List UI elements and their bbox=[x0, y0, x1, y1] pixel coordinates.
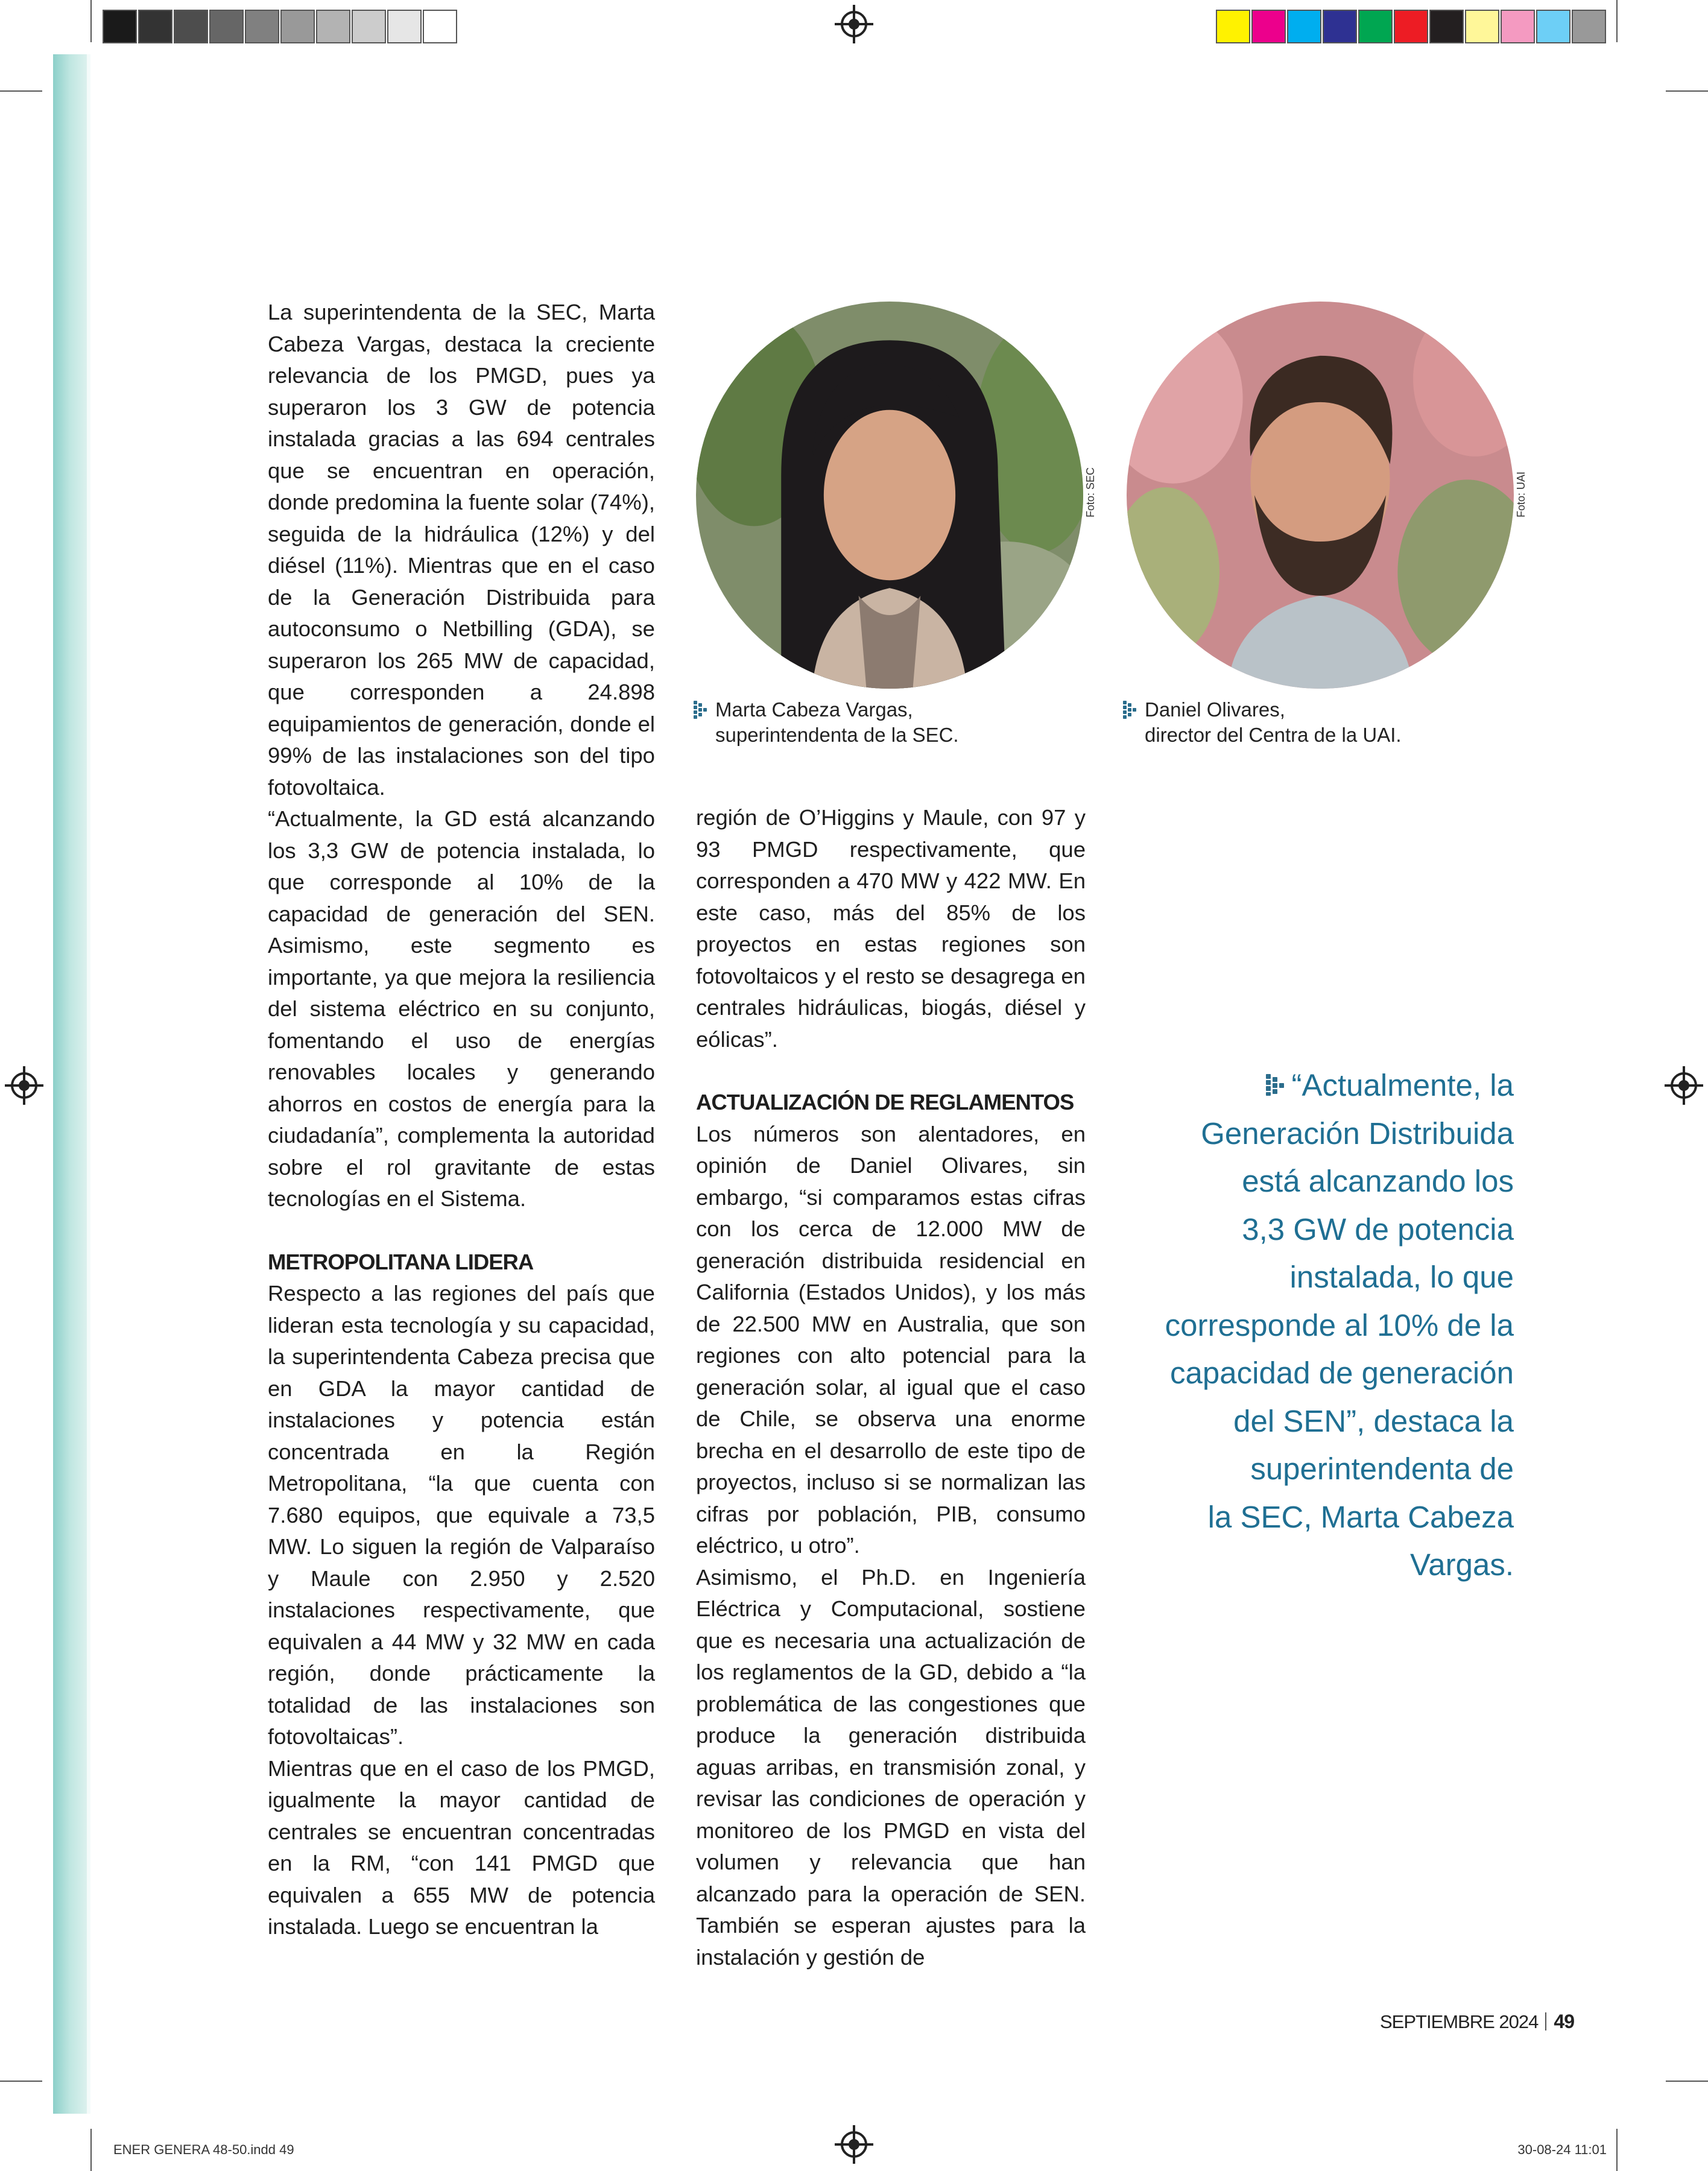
paragraph: “Actualmente, la GD está alcanzando los 3,3 GW de potencia instalada, lo que corresponde al 10% de la capacidad de generación del SEN. Asimismo, este segmento es importante, ya que mejora la resiliencia del sistema eléctrico en su conjunto, fomentando el uso de energías renovables locales y generando ahorros en costos de energía para la ciudadanía”, complementa la autoridad sobre el rol gravitante de estas tecnologías en el Sistema. bbox=[268, 806, 655, 1211]
caption-role: director del Centra de la UAI. bbox=[1145, 724, 1402, 746]
paragraph: La superintendenta de la SEC, Marta Cabeza Vargas, destaca la creciente relevancia de los PMGD, pues ya superaron los 3 GW de potencia instalada gracias a las 694 centrales que se encuentran en operación, donde predomina la fuente solar (74%), seguida de la hidráulica (12%) y del diésel (11%). Mientras que en el caso de la Generación Distribuida para autoconsumo o Netbilling (GDA), se superaron los 265 MW de capacidad, que corresponden a 24.898 equipamientos de generación, donde el 99% de las instalaciones son del tipo fotovoltaica. bbox=[268, 300, 655, 800]
color-swatch bbox=[1572, 10, 1606, 43]
color-swatch bbox=[352, 10, 386, 43]
pull-quote-line: 3,3 GW de potencia bbox=[1242, 1212, 1514, 1247]
paragraph: Respecto a las regiones del país que lideran esta tecnología y su capacidad, la superintendenta Cabeza precisa que en GDA la mayor cantidad de instalaciones y potencia están concentrada en la Región Metropolitana, “la que cuenta con 7.680 equipos, que equivale a 73,5 MW. Lo siguen la región de Valparaíso y Maule con 2.950 y 2.520 instalaciones respectivamente, que equivalen a 44 MW y 32 MW en cada región, donde prácticamente la totalidad de las instalaciones son fotovoltaicas”. bbox=[268, 1281, 655, 1749]
paragraph: región de O’Higgins y Maule, con 97 y 93 PMGD respectivamente, que corresponden a 470 MW y 422 MW. En este caso, más del 85% de los proyectos en estas regiones son fotovoltaicos y el resto se desagrega en centrales hidráulicas, biogás, diésel y eólicas”. bbox=[696, 805, 1086, 1052]
color-swatch bbox=[1287, 10, 1321, 43]
color-swatch bbox=[423, 10, 457, 43]
registration-mark-icon bbox=[11, 1072, 37, 1099]
color-swatch bbox=[103, 10, 137, 43]
crop-mark bbox=[1616, 0, 1618, 42]
photo-caption bbox=[715, 697, 959, 748]
color-swatch bbox=[1429, 10, 1464, 43]
registration-mark-icon bbox=[841, 2131, 867, 2158]
photo-caption bbox=[1145, 697, 1402, 748]
color-swatch bbox=[1394, 10, 1428, 43]
pull-quote-line: corresponde al 10% de la bbox=[1165, 1307, 1514, 1342]
crop-mark bbox=[90, 0, 92, 42]
photo-credit: Foto: UAI bbox=[1515, 471, 1527, 517]
issue-date: SEPTIEMBRE 2024 bbox=[1380, 2011, 1539, 2032]
color-swatch bbox=[209, 10, 244, 43]
photo-credit: Foto: SEC bbox=[1084, 467, 1096, 517]
color-swatch bbox=[1501, 10, 1535, 43]
dotted-arrow-icon bbox=[1266, 1074, 1286, 1096]
paragraph: Mientras que en el caso de los PMGD, igualmente la mayor cantidad de centrales se encuentran concentradas en la RM, “con 141 PMGD que equivalen a 655 MW de potencia instalada. Luego se encuentran la bbox=[268, 1755, 655, 1939]
color-swatch bbox=[245, 10, 279, 43]
color-swatch bbox=[1323, 10, 1357, 43]
article-column-middle bbox=[696, 802, 1086, 1973]
crop-mark bbox=[1666, 90, 1708, 92]
portrait-daniel-olivares bbox=[1127, 302, 1514, 689]
color-swatch bbox=[1216, 10, 1250, 43]
page-footer bbox=[1380, 2011, 1574, 2033]
registration-mark-icon bbox=[841, 11, 867, 37]
pull-quote-line: instalada, lo que bbox=[1289, 1260, 1514, 1294]
caption-name: Marta Cabeza Vargas, bbox=[715, 698, 913, 721]
grayscale-color-bar bbox=[103, 10, 458, 46]
color-swatch bbox=[138, 10, 172, 43]
paragraph: Los números son alentadores, en opinión de Daniel Olivares, sin embargo, “si comparamos estas cifras con los cerca de 12.000 MW de generación distribuida residencial en California (Estados Unidos), y los más de 22.500 MW en Australia, que son regiones con alto potencial para la generación solar, al igual que el caso de Chile, se observa una enorme brecha en el desarrollo de este tipo de proyectos, incluso si se normalizan las cifras por población, PIB, consumo eléctrico, u otro”. bbox=[696, 1121, 1086, 1558]
pull-quote-line: está alcanzando los bbox=[1242, 1164, 1514, 1198]
color-swatch bbox=[387, 10, 422, 43]
color-swatch bbox=[1465, 10, 1499, 43]
dotted-arrow-icon bbox=[694, 701, 709, 719]
caption-role: superintendenta de la SEC. bbox=[715, 724, 959, 746]
color-swatch bbox=[1536, 10, 1570, 43]
page-number: 49 bbox=[1554, 2011, 1574, 2032]
article-column-left bbox=[268, 297, 655, 1943]
caption-name: Daniel Olivares, bbox=[1145, 698, 1285, 721]
color-swatch bbox=[174, 10, 208, 43]
pull-quote-line: “Actualmente, la bbox=[1291, 1068, 1514, 1102]
pull-quote-line: capacidad de generación bbox=[1170, 1356, 1514, 1390]
color-swatch bbox=[1251, 10, 1286, 43]
crop-mark bbox=[1616, 2129, 1618, 2171]
paragraph: Asimismo, el Ph.D. en Ingeniería Eléctrica y Computacional, sostiene que es necesaria una actualización de los reglamentos de la GD, debido a “la problemática de las congestiones que produce la generación distribuida aguas arribas, en transmisión zonal, y revisar las condiciones de operación y monitoreo de los PMGD en vista del volumen y relevancia que han alcanzado para la operación de SEN. También se esperan ajustes para la instalación y gestión de bbox=[696, 1564, 1086, 1970]
section-heading: METROPOLITANA LIDERA bbox=[268, 1249, 534, 1274]
process-color-bar bbox=[1216, 10, 1607, 46]
pull-quote-line: del SEN”, destaca la bbox=[1233, 1403, 1514, 1438]
crop-mark bbox=[0, 90, 42, 92]
dotted-arrow-icon bbox=[1123, 701, 1139, 719]
color-swatch bbox=[280, 10, 315, 43]
footer-divider bbox=[1545, 2012, 1546, 2030]
pull-quote-line: la SEC, Marta Cabeza bbox=[1207, 1499, 1514, 1534]
crop-mark bbox=[1666, 2081, 1708, 2082]
slug-file-name: ENER GENERA 48-50.indd 49 bbox=[113, 2142, 294, 2157]
pull-quote bbox=[1134, 1061, 1514, 1589]
section-heading: ACTUALIZACIÓN DE REGLAMENTOS bbox=[696, 1090, 1074, 1114]
pull-quote-line: Generación Distribuida bbox=[1201, 1116, 1514, 1151]
color-swatch bbox=[316, 10, 350, 43]
crop-mark bbox=[90, 2129, 92, 2171]
portrait-marta-cabeza bbox=[696, 302, 1083, 689]
pull-quote-line: superintendenta de bbox=[1250, 1452, 1514, 1486]
slug-date: 30-08-24 11:01 bbox=[1517, 2142, 1607, 2157]
pull-quote-line: Vargas. bbox=[1410, 1547, 1514, 1582]
crop-mark bbox=[0, 2081, 42, 2082]
registration-mark-icon bbox=[1671, 1072, 1697, 1099]
color-swatch bbox=[1358, 10, 1393, 43]
decorative-side-strip bbox=[53, 54, 90, 2114]
